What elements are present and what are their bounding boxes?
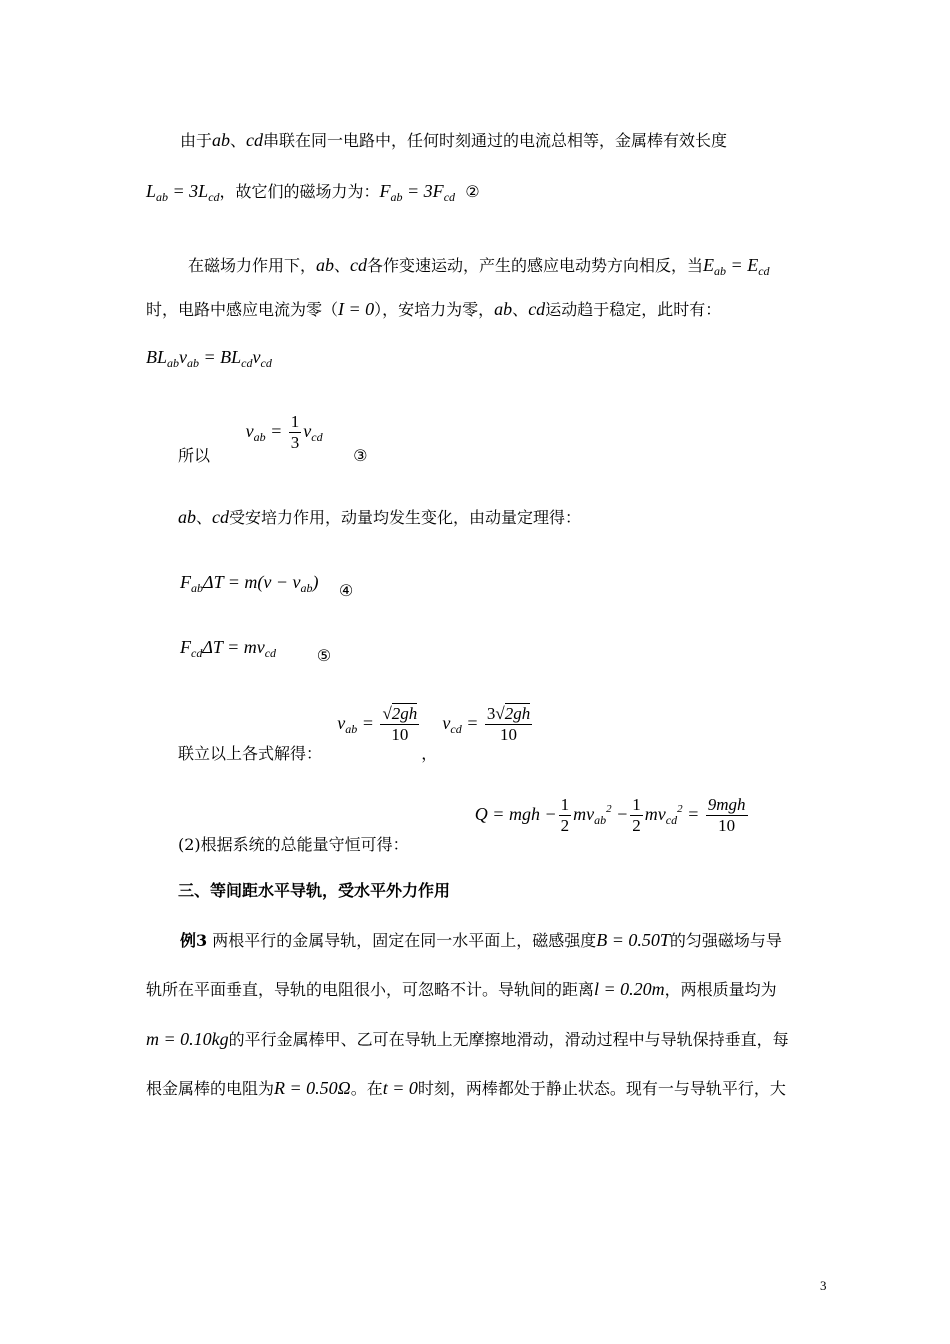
text: 受安培力作用，动量均发生变化，由动量定理得： — [229, 508, 582, 527]
text: 时刻，两棒都处于静止状态。现有一与导轨平行，大 — [417, 1079, 786, 1098]
paragraph-line-1 — [180, 129, 727, 152]
text: ，两根质量均为 — [664, 980, 777, 999]
math-ab: ab — [212, 130, 231, 150]
paragraph-line-3 — [188, 254, 770, 282]
text: 的平行金属棒甲、乙可在导轨上无摩擦地滑动，滑动过程中与导轨保持垂直，每 — [228, 1030, 789, 1049]
text: (2)根据系统的总能量守恒可得： — [178, 835, 409, 854]
text: 由于 — [180, 131, 213, 150]
example-line-1 — [180, 929, 782, 952]
paragraph-line-4 — [146, 298, 721, 321]
text: 串联在同一电路中，任何时刻通过的电流总相等，金属棒有效长度 — [263, 131, 728, 150]
math-ab: ab — [494, 299, 513, 319]
equation-line-9 — [180, 636, 331, 667]
separator: ， — [421, 744, 438, 763]
math-ab: ab — [178, 507, 196, 527]
math-cd: cd — [528, 299, 546, 319]
example-line-3 — [146, 1028, 789, 1051]
math-eq: $mv_{ab}^2$ − — [573, 803, 629, 827]
equation-number: ③ — [353, 446, 368, 465]
separator: 、 — [230, 131, 247, 150]
text: 两根平行的金属导轨，固定在同一水平面上，磁感强度 — [207, 931, 597, 950]
fraction: $\frac{\text{9mgh}}{10}$ — [707, 795, 746, 835]
separator: 、 — [512, 300, 529, 319]
fraction: $\frac{1}{2}$ — [632, 795, 641, 835]
separator: 、 — [334, 256, 351, 275]
text: 轨所在平面垂直，导轨的电阻很小，可忽略不计。导轨间的距离 — [146, 980, 595, 999]
math-eq: $v_{cd}$ — [303, 421, 323, 444]
paragraph-line-2 — [146, 180, 480, 208]
example-line-2 — [146, 978, 777, 1001]
equation-number: ⑤ — [316, 646, 332, 665]
text: ，故它们的磁场力为： — [219, 182, 380, 201]
fraction: $\frac{1}{2}$ — [560, 795, 570, 835]
equation-line-5 — [146, 346, 272, 374]
paragraph-line-7 — [178, 506, 581, 529]
text: 根金属棒的电阻为 — [146, 1079, 275, 1098]
math-eq: $v_{ab}$ = — [245, 421, 287, 444]
math-eq: l = 0.20m — [594, 979, 665, 999]
math-eq: t = 0 — [382, 1078, 418, 1098]
fraction: $\frac{3√2gh}{10}$ — [486, 704, 531, 744]
equation-line-6 — [178, 412, 367, 467]
math-eq: $F_{ab} = 3F_{cd}$ — [379, 181, 456, 204]
equation-line-11 — [178, 795, 750, 856]
equation-number: ② — [465, 182, 480, 201]
math-eq: $v_{cd}$ = — [442, 713, 483, 736]
math-eq: $F_{ab}\Delta T = m(v - v_{ab})$ — [180, 572, 319, 595]
math-cd: cd — [350, 255, 368, 275]
text: 的匀强磁场与导 — [669, 931, 782, 950]
text: 在磁场力作用下， — [188, 256, 317, 275]
math-cd: cd — [212, 507, 230, 527]
math-eq: B = 0.50T — [596, 930, 670, 950]
text: 。在 — [350, 1079, 383, 1098]
text: ），安培力为零， — [374, 300, 495, 319]
math-eq: $BL_{ab}v_{ab} = BL_{cd}v_{cd}$ — [146, 347, 272, 370]
math-eq: $mv_{cd}^2$ = — [644, 803, 704, 827]
math-eq: I = 0 — [338, 299, 375, 319]
math-eq: $F_{cd}\Delta T = mv_{cd}$ — [180, 637, 277, 660]
equation-number: ④ — [338, 581, 354, 600]
example-line-4 — [146, 1077, 786, 1100]
math-eq: $v_{ab}$ = — [337, 713, 379, 736]
equation-line-8 — [180, 571, 353, 602]
math-eq: $L_{ab} = 3L_{cd}$ — [146, 181, 220, 204]
text: 时，电路中感应电流为零（ — [146, 300, 339, 319]
text: 所以 — [178, 446, 211, 465]
fraction: $\frac{√2gh}{10}$ — [382, 704, 418, 744]
text: 运动趋于稳定，此时有： — [545, 300, 722, 319]
text: 联立以上各式解得： — [178, 744, 323, 763]
page-number: 3 — [820, 1278, 827, 1293]
text: 各作变速运动，产生的感应电动势方向相反，当 — [367, 256, 704, 275]
fraction: $\frac{1}{3}$ — [290, 412, 300, 452]
math-cd: cd — [246, 130, 264, 150]
equation-line-10 — [178, 704, 534, 765]
separator: 、 — [196, 508, 213, 527]
math-eq: $E_{ab} = E_{cd}$ — [703, 255, 770, 278]
math-eq: m = 0.10kg — [146, 1029, 229, 1049]
section-heading: 三、等间距水平导轨，受水平外力作用 — [178, 881, 451, 900]
math-eq: Q = mgh − — [474, 804, 557, 824]
math-eq: R = 0.50Ω — [274, 1078, 351, 1098]
example-label: 例3 — [180, 931, 208, 950]
math-ab: ab — [316, 255, 335, 275]
